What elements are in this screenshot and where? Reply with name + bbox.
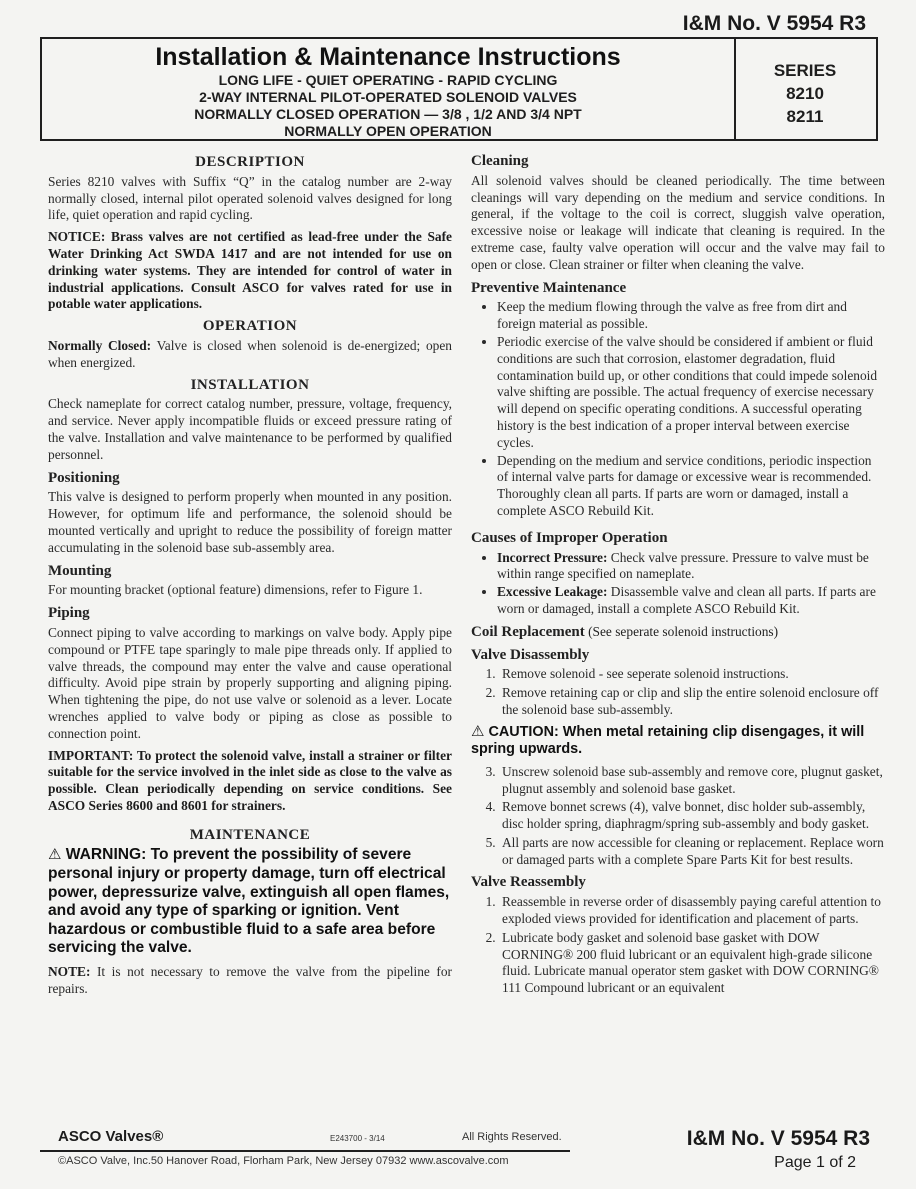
subtitle-line-1: LONG LIFE - QUIET OPERATING - RAPID CYCLING: [218, 72, 558, 88]
caution-block: [471, 723, 885, 759]
mounting-heading: Mounting: [48, 562, 112, 579]
list-item: 2. Lubricate body gasket and solenoid base gasket with DOW CORNING® 200 fluid lubricant or an equivalent high-grade silicone fluid. Lubricate manual operator stem gasket with DOW CORNING® 111 Compound lubricant or an equivalent: [499, 930, 885, 997]
series-box: [734, 39, 876, 139]
footer-rights: All Rights Reserved.: [462, 1131, 562, 1143]
left-column: [48, 150, 452, 1003]
installation-text: Check nameplate for correct catalog number, pressure, voltage, frequency, and service. Never apply incompatible fluids or exceed pressure rating of the valve. Installation and valve maintenance to be performed by qualified personnel.: [48, 396, 452, 462]
operation-label: Normally Closed:: [48, 337, 152, 353]
warning-text: WARNING: To prevent the possibility of severe personal injury or property damage, turn off electrical power, depressurize valve, extinguish all open flames, and avoid any type of sparking or ignition. Vent hazardous or combustible fluid to a safe area before servicing the valve.: [48, 846, 450, 957]
reassembly-heading: Valve Reassembly: [471, 874, 586, 891]
footer-code: E243700 - 3/14: [330, 1134, 385, 1143]
preventive-list: [471, 299, 885, 519]
list-item: 4. Remove bonnet screws (4), valve bonnet, disc holder sub-assembly, disc holder spring, diaphragm/spring sub-assembly and body gasket.: [499, 799, 885, 833]
list-item: • Periodic exercise of the valve should be considered if ambient or fluid conditions are such that corrosion, elastomer degradation, fluid contamination build up, or other conditions that could impede solenoid valve shifting are possible. The actual frequency of exercise necessary will depend on specific operating conditions. A successful operating history is the best indication of a proper interval between exercise cycles.: [497, 334, 885, 452]
header-box: [40, 37, 878, 141]
list-item: 1. Remove solenoid - see seperate solenoid instructions.: [499, 666, 885, 683]
installation-heading: INSTALLATION: [190, 376, 310, 393]
list-item: [497, 550, 885, 584]
list-item: • Depending on the medium and service conditions, periodic inspection of internal valve parts for damage or excessive wear is recommended. Thoroughly clean all parts. If parts are worn or damaged, install a complete ASCO Rebuild Kit.: [497, 453, 885, 520]
operation-paragraph: [48, 338, 452, 372]
note-label: NOTE:: [48, 964, 91, 980]
description-text: Series 8210 valves with Suffix “Q” in the catalog number are 2-way normally closed, internal pilot operated solenoid valves designed for long life, quiet operation and rapid cycling.: [48, 173, 452, 223]
header-main: [42, 39, 736, 139]
description-heading: DESCRIPTION: [195, 154, 305, 170]
maintenance-heading: MAINTENANCE: [189, 826, 311, 843]
reassembly-list: [471, 894, 885, 997]
cause-text: Disassemble valve and clean all parts. If parts are worn or damaged, install a complete ASCO Rebuild Kit.: [497, 584, 876, 616]
list-item: • Keep the medium flowing through the valve as free from dirt and foreign material as possible.: [497, 299, 885, 333]
causes-heading: Causes of Improper Operation: [471, 529, 668, 546]
list-item: 5. All parts are now accessible for cleaning or replacement. Replace worn or damaged parts with a complete Spare Parts Kit for best results.: [499, 835, 885, 869]
list-item: 1. Reassemble in reverse order of disassembly paying careful attention to exploded views provided for identification and placement of parts.: [499, 894, 885, 928]
list-item: 3. Unscrew solenoid base sub-assembly and remove core, plugnut gasket, plugnut assembly and solenoid base gasket.: [499, 764, 885, 798]
positioning-heading: Positioning: [48, 469, 120, 486]
positioning-text: This valve is designed to perform properly when mounted in any position. However, for optimum life and performance, the solenoid should be mounted vertically and upright to reduce the possibility of foreign matter accumulating in the solenoid base sub-assembly area.: [48, 489, 452, 555]
footer-doc-number: I&M No. V 5954 R3: [686, 1127, 870, 1150]
note-text: It is not necessary to remove the valve from the pipeline for repairs.: [48, 964, 452, 996]
preventive-heading: Preventive Maintenance: [471, 279, 627, 296]
operation-heading: OPERATION: [202, 318, 298, 335]
footer-page-number: Page 1 of 2: [774, 1154, 856, 1171]
operation-text: Valve is closed when solenoid is de-energized; open when energized.: [48, 337, 453, 370]
caution-icon: ⚠: [471, 722, 485, 740]
coil-heading: Coil Replacement: [471, 623, 585, 640]
subtitle-line-3: NORMALLY CLOSED OPERATION — 3/8 , 1/2 AND 3/4 NPT: [194, 106, 582, 122]
subtitle-line-4: NORMALLY OPEN OPERATION: [284, 123, 492, 139]
disassembly-heading: Valve Disassembly: [471, 646, 590, 663]
note-paragraph: [48, 964, 452, 998]
disassembly-list-b: [471, 764, 885, 869]
page-title: Installation & Maintenance Instructions: [155, 43, 621, 71]
footer: [40, 1124, 878, 1179]
piping-text: Connect piping to valve according to markings on valve body. Apply pipe compound or PTFE tape sparingly to male pipe threads only. If applied to valve threads, the compound may enter the valve and cause operational difficulty. Avoid pipe strain by properly supporting and aligning piping. When tightening the pipe, do not use valve or solenoid as a lever. Locate wrenches applied to valve body or piping as close as possible to connection point.: [48, 624, 452, 741]
warning-block: [48, 846, 452, 958]
causes-list: [471, 550, 885, 618]
doc-number-top: I&M No. V 5954 R3: [682, 12, 866, 35]
caution-text: CAUTION: When metal retaining clip disengages, it will spring upwards.: [471, 723, 865, 758]
coil-heading-row: [471, 624, 885, 641]
footer-divider: [40, 1150, 570, 1152]
disassembly-list-a: [471, 666, 885, 718]
list-item: 2. Remove retaining cap or clip and slip the entire solenoid enclosure off the solenoid base sub-assembly.: [499, 685, 885, 719]
cleaning-heading: Cleaning: [471, 153, 529, 169]
footer-address: ©ASCO Valve, Inc.50 Hanover Road, Florham Park, New Jersey 07932 www.ascovalve.com: [58, 1155, 509, 1167]
series-number-8210: 8210: [786, 84, 824, 103]
warning-icon: ⚠: [48, 846, 62, 864]
subtitle-line-2: 2-WAY INTERNAL PILOT-OPERATED SOLENOID VALVES: [199, 89, 577, 105]
footer-company: ASCO Valves®: [58, 1128, 164, 1145]
cause-text: Check valve pressure. Pressure to valve must be within range specified on nameplate.: [497, 549, 869, 582]
piping-heading: Piping: [48, 605, 90, 622]
coil-note: (See seperate solenoid instructions): [584, 623, 779, 639]
cause-label: Incorrect Pressure:: [497, 549, 608, 565]
right-column: [471, 150, 885, 1001]
notice-text: NOTICE: Brass valves are not certified as lead-free under the Safe Water Drinking Act SWDA 1417 and are not intended for use on drinking water systems. They are intended for control of water in industrial applications. Consult ASCO for valves rated for use in potable water applications.: [48, 229, 452, 312]
cleaning-text: All solenoid valves should be cleaned periodically. The time between cleanings will vary depending on the medium and service conditions. In general, if the voltage to the coil is correct, sluggish valve operation, excessive noise or leakage will indicate that cleaning is required. In the extreme case, faulty valve operation will occur and the valve may fail to open or close. Clean strainer or filter when cleaning the valve.: [471, 172, 885, 272]
series-number-8211: 8211: [786, 107, 824, 126]
cause-label: Excessive Leakage:: [497, 584, 608, 600]
mounting-text: For mounting bracket (optional feature) dimensions, refer to Figure 1.: [48, 582, 423, 598]
list-item: [497, 584, 885, 618]
series-label: SERIES: [773, 61, 837, 80]
important-text: IMPORTANT: To protect the solenoid valve, install a strainer or filter suitable for the service involved in the inlet side as close to the valve as possible. Clean periodically depending on service conditions. See ASCO Series 8600 and 8601 for strainers.: [48, 747, 452, 813]
